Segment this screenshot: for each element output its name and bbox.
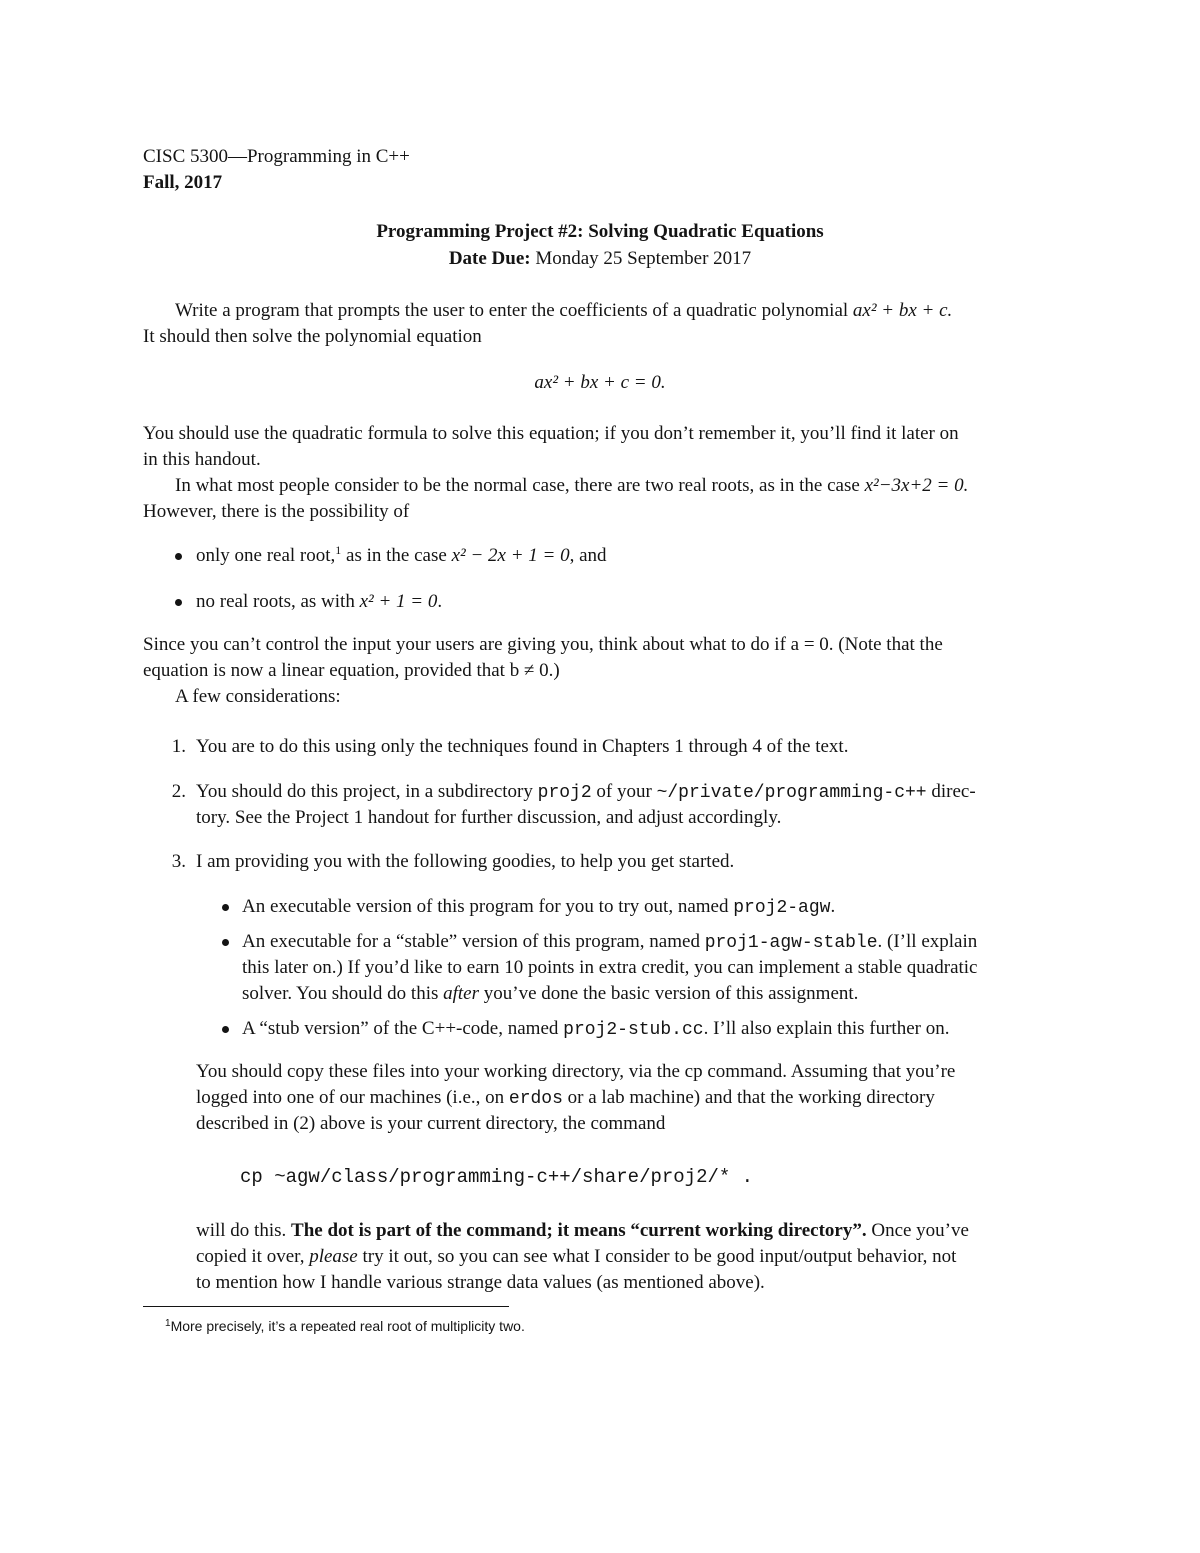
after-copy-text-b: Once you’ve — [866, 1220, 969, 1241]
bullet-icon — [222, 1026, 229, 1033]
case-no-roots-text-c: . — [437, 591, 443, 612]
dot-explanation: The dot is part of the command; it means “current working directory”. — [291, 1220, 867, 1241]
consideration-2-line-2: tory. See the Project 1 handout for further discussion, and adjust accordingly. — [196, 807, 782, 828]
considerations-label: A few considerations: — [175, 686, 341, 707]
copy-line-1: You should copy these files into your working directory, via the cp command. Assuming that you’re — [196, 1061, 956, 1082]
normal-case-line-2: However, there is the possibility of — [143, 501, 410, 522]
goodie-stub — [242, 1016, 949, 1043]
consideration-2-line-1 — [196, 779, 976, 806]
copy-command: cp ~agw/class/programming-c++/share/proj2/* . — [240, 1166, 754, 1188]
intro-polynomial: ax² + bx + c. — [852, 300, 953, 321]
stub-file-name: proj2-stub.cc — [563, 1020, 704, 1040]
goodie-stable-text-b: . (I’ll explain — [877, 931, 978, 952]
bullet-icon — [175, 599, 182, 606]
footnote-number: 1 — [165, 1318, 171, 1329]
goodie-stable-line-3 — [242, 981, 858, 1007]
after-copy-text-a: will do this. — [196, 1220, 292, 1241]
intro-text: Write a program that prompts the user to enter the coefficients of a quadratic polynomial — [175, 300, 849, 321]
stable-executable-name: proj1-agw-stable — [704, 933, 878, 953]
copy-line-3: described in (2) above is your current directory, the command — [196, 1113, 666, 1134]
goodie-executable-text: An executable version of this program for you to try out, named — [242, 896, 734, 917]
consideration-2-text-a: You should do this project, in a subdirectory — [196, 781, 538, 802]
after-copy-line-3: to mention how I handle various strange data values (as mentioned above). — [196, 1272, 765, 1293]
consideration-3: I am providing you with the following goodies, to help you get started. — [196, 851, 735, 872]
goodie-stub-text: A “stub version” of the C++-code, named — [242, 1018, 564, 1039]
machine-name: erdos — [508, 1089, 563, 1109]
copy-line-2 — [196, 1085, 935, 1112]
due-date: Monday 25 September 2017 — [535, 248, 752, 269]
project-title: Programming Project #2: Solving Quadratic Equations — [376, 221, 824, 242]
case-no-roots-text: no real roots, as with — [196, 591, 360, 612]
footnote-text: More precisely, it’s a repeated real root of multiplicity two. — [170, 1318, 525, 1334]
item-number: 2. — [171, 781, 186, 802]
goodie-executable — [242, 894, 835, 921]
case-one-root-text-c: , and — [569, 545, 607, 566]
after-copy-line-1 — [196, 1218, 969, 1244]
bullet-icon — [222, 939, 229, 946]
executable-name: proj2-agw — [733, 898, 831, 918]
consideration-2-text-c: direc- — [926, 781, 976, 802]
copy-line-2-text-b: or a lab machine) and that the working directory — [562, 1087, 935, 1108]
copy-line-2-text-a: logged into one of our machines (i.e., on — [196, 1087, 509, 1108]
goodie-stable-line-2: this later on.) If you’d like to earn 10 points in extra credit, you can implement a stable quadratic — [242, 957, 978, 978]
case-one-root-text-b: as in the case — [341, 545, 452, 566]
item-number: 3. — [171, 851, 186, 872]
case-no-roots-equation: x² + 1 = 0 — [359, 591, 438, 612]
subdirectory-name: proj2 — [537, 783, 592, 803]
due-label: Date Due: — [448, 248, 531, 269]
course-title: CISC 5300—Programming in C++ — [143, 146, 410, 167]
goodie-stub-text-b: . I’ll also explain this further on. — [703, 1018, 950, 1039]
formula-line-2: in this handout. — [143, 449, 261, 470]
goodie-stable-text-c: solver. You should do this — [242, 983, 444, 1004]
formula-line-1: You should use the quadratic formula to solve this equation; if you don’t remember it, you’ll find it later on — [143, 423, 959, 444]
footnote-mark: 1 — [335, 543, 342, 557]
intro-line-1 — [175, 298, 952, 324]
goodie-executable-text-b: . — [830, 896, 836, 917]
goodie-stable-line-1 — [242, 929, 977, 956]
after-copy-text-c: copied it over, — [196, 1246, 310, 1267]
case-one-root-text: only one real root, — [196, 545, 336, 566]
footnote-rule — [143, 1306, 509, 1307]
goodie-stable-text: An executable for a “stable” version of this program, named — [242, 931, 705, 952]
case-no-roots — [196, 589, 442, 615]
after-copy-text-d: try it out, so you can see what I consider to be good input/output behavior, not — [357, 1246, 957, 1267]
linear-line-1: Since you can’t control the input your users are giving you, think about what to do if a = 0. (Note that the — [143, 634, 943, 655]
item-number: 1. — [171, 736, 186, 757]
after-copy-line-2 — [196, 1244, 956, 1270]
emphasis-please: please — [309, 1246, 358, 1267]
normal-case-equation: x²−3x+2 = 0. — [864, 475, 969, 496]
case-one-root — [196, 543, 607, 569]
bullet-icon — [222, 904, 229, 911]
goodie-stable-text-d: you’ve done the basic version of this assignment. — [479, 983, 859, 1004]
consideration-1: You are to do this using only the techniques found in Chapters 1 through 4 of the text. — [196, 736, 849, 757]
linear-line-2: equation is now a linear equation, provided that b ≠ 0.) — [143, 660, 560, 681]
case-one-root-equation: x² − 2x + 1 = 0 — [451, 545, 570, 566]
normal-case-line-1 — [175, 473, 968, 499]
intro-line-2: It should then solve the polynomial equation — [143, 326, 482, 347]
directory-path: ~/private/programming-c++ — [656, 783, 927, 803]
due-date-line — [0, 246, 1200, 272]
display-equation: ax² + bx + c = 0. — [534, 372, 666, 393]
bullet-icon — [175, 553, 182, 560]
consideration-2-text-b: of your — [591, 781, 657, 802]
term: Fall, 2017 — [143, 172, 223, 193]
footnote — [165, 1316, 525, 1336]
normal-case-text: In what most people consider to be the normal case, there are two real roots, as in the case — [175, 475, 860, 496]
emphasis-after: after — [443, 983, 480, 1004]
